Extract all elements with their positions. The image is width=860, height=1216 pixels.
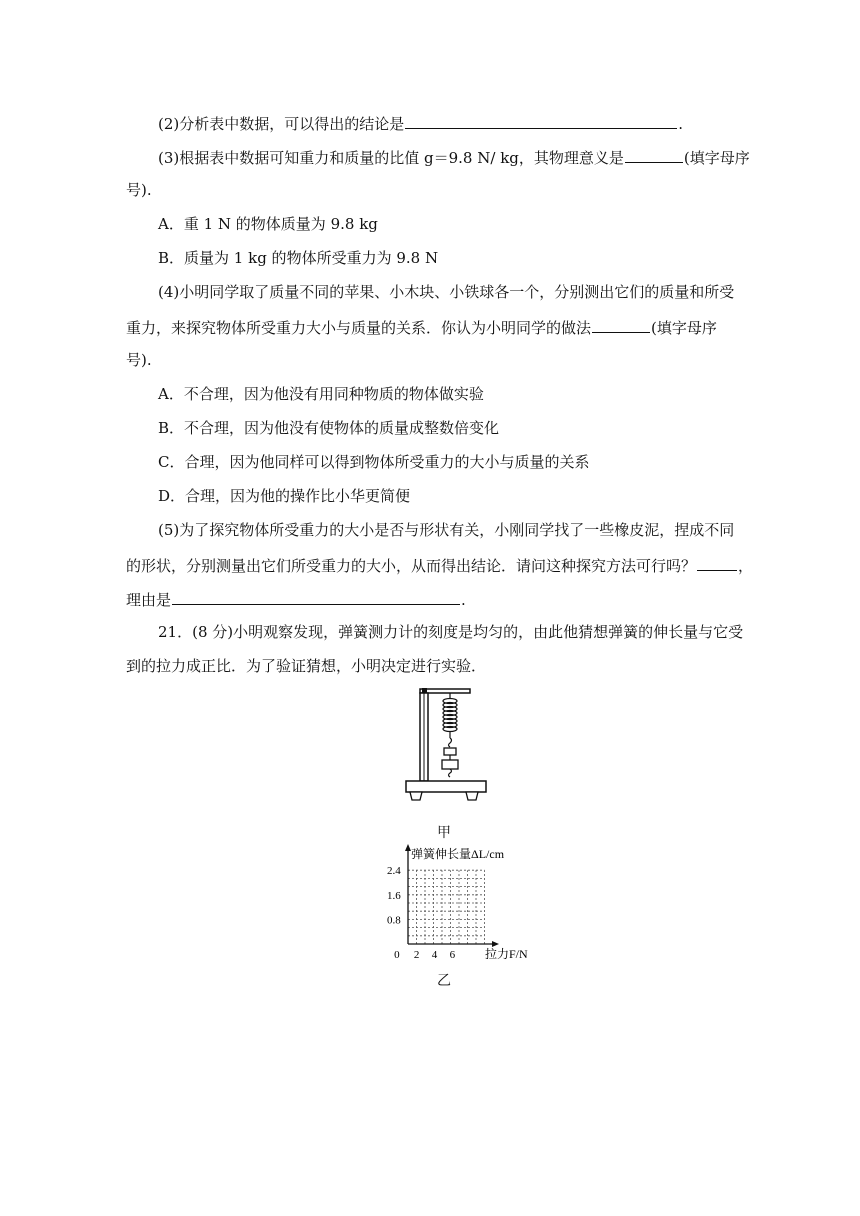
foot-left: [410, 792, 422, 800]
question-4-line-1: (4)小明同学取了质量不同的苹果、小木块、小铁球各一个，分别测出它们的质量和所受: [158, 283, 735, 301]
answer-blank[interactable]: [172, 588, 460, 605]
question-4-line-2: 重力，来探究物体所受重力大小与质量的关系．你认为小明同学的做法 (填字母序: [126, 316, 717, 338]
question-21-line-2: 到的拉力成正比．为了验证猜想，小明决定进行实验．: [126, 657, 487, 675]
y-tick-labels: [387, 865, 401, 926]
x-tick-label: 2: [413, 949, 420, 961]
option-b: B．不合理，因为他没有使物体的质量成整数倍变化: [158, 419, 500, 437]
foot-right: [466, 792, 478, 800]
y-tick-label: 2.4: [387, 865, 401, 878]
question-5-line-2: 的形状，分别测量出它们所受重力的大小，从而得出结论．请问这种探究方法可行吗？ ，: [126, 554, 753, 576]
blank-graph-figure: [383, 842, 535, 964]
answer-blank[interactable]: [625, 146, 683, 163]
x-tick-label: 6: [449, 949, 456, 961]
y-tick-label: 0.8: [387, 914, 401, 927]
option-d: D．合理，因为他的操作比小华更简便: [158, 487, 411, 505]
figure-caption-yi: 乙: [437, 973, 451, 989]
x-tick-label: 4: [431, 949, 438, 961]
weight-2: [442, 760, 458, 769]
option-a: A．不合理，因为他没有用同种物质的物体做实验: [158, 385, 484, 403]
x-tick-label: 0: [394, 949, 400, 961]
hook: [449, 769, 452, 777]
answer-blank[interactable]: [405, 112, 677, 129]
answer-blank[interactable]: [697, 554, 737, 571]
question-3-line-2: 号).: [126, 181, 152, 199]
option-b: B．质量为 1 kg 的物体所受重力为 9.8 N: [158, 249, 439, 267]
base: [406, 781, 486, 792]
y-tick-label: 1.6: [387, 889, 401, 902]
question-4-line-3: 号).: [126, 351, 152, 369]
weight-1: [444, 748, 456, 755]
figure-caption-jia: 甲: [437, 825, 451, 841]
option-c: C．合理，因为他同样可以得到物体所受重力的大小与质量的关系: [158, 453, 590, 471]
spring-apparatus-figure: [402, 686, 490, 806]
spring: [443, 693, 457, 747]
question-3-line-1: (3)根据表中数据可知重力和质量的比值 g＝9.8 N/ kg，其物理意义是 (填字母序: [158, 146, 750, 168]
option-a: A．重 1 N 的物体质量为 9.8 kg: [158, 215, 378, 233]
y-axis-label: 弹簧伸长量ΔL/cm: [411, 847, 505, 861]
question-2: (2)分析表中数据，可以得出的结论是 .: [158, 112, 683, 134]
question-5-line-1: (5)为了探究物体所受重力的大小是否与形状有关，小刚同学找了一些橡皮泥，捏成不同: [158, 521, 735, 539]
x-axis-label: 拉力F/N: [485, 947, 528, 961]
answer-blank[interactable]: [592, 316, 650, 333]
question-2-text: (2)分析表中数据，可以得出的结论是: [158, 115, 405, 133]
question-5-line-3: 理由是 .: [126, 588, 466, 610]
question-21-line-1: 21．(8 分)小明观察发现，弹簧测力计的刻度是均匀的，由此他猜想弹簧的伸长量与它受: [158, 623, 744, 641]
